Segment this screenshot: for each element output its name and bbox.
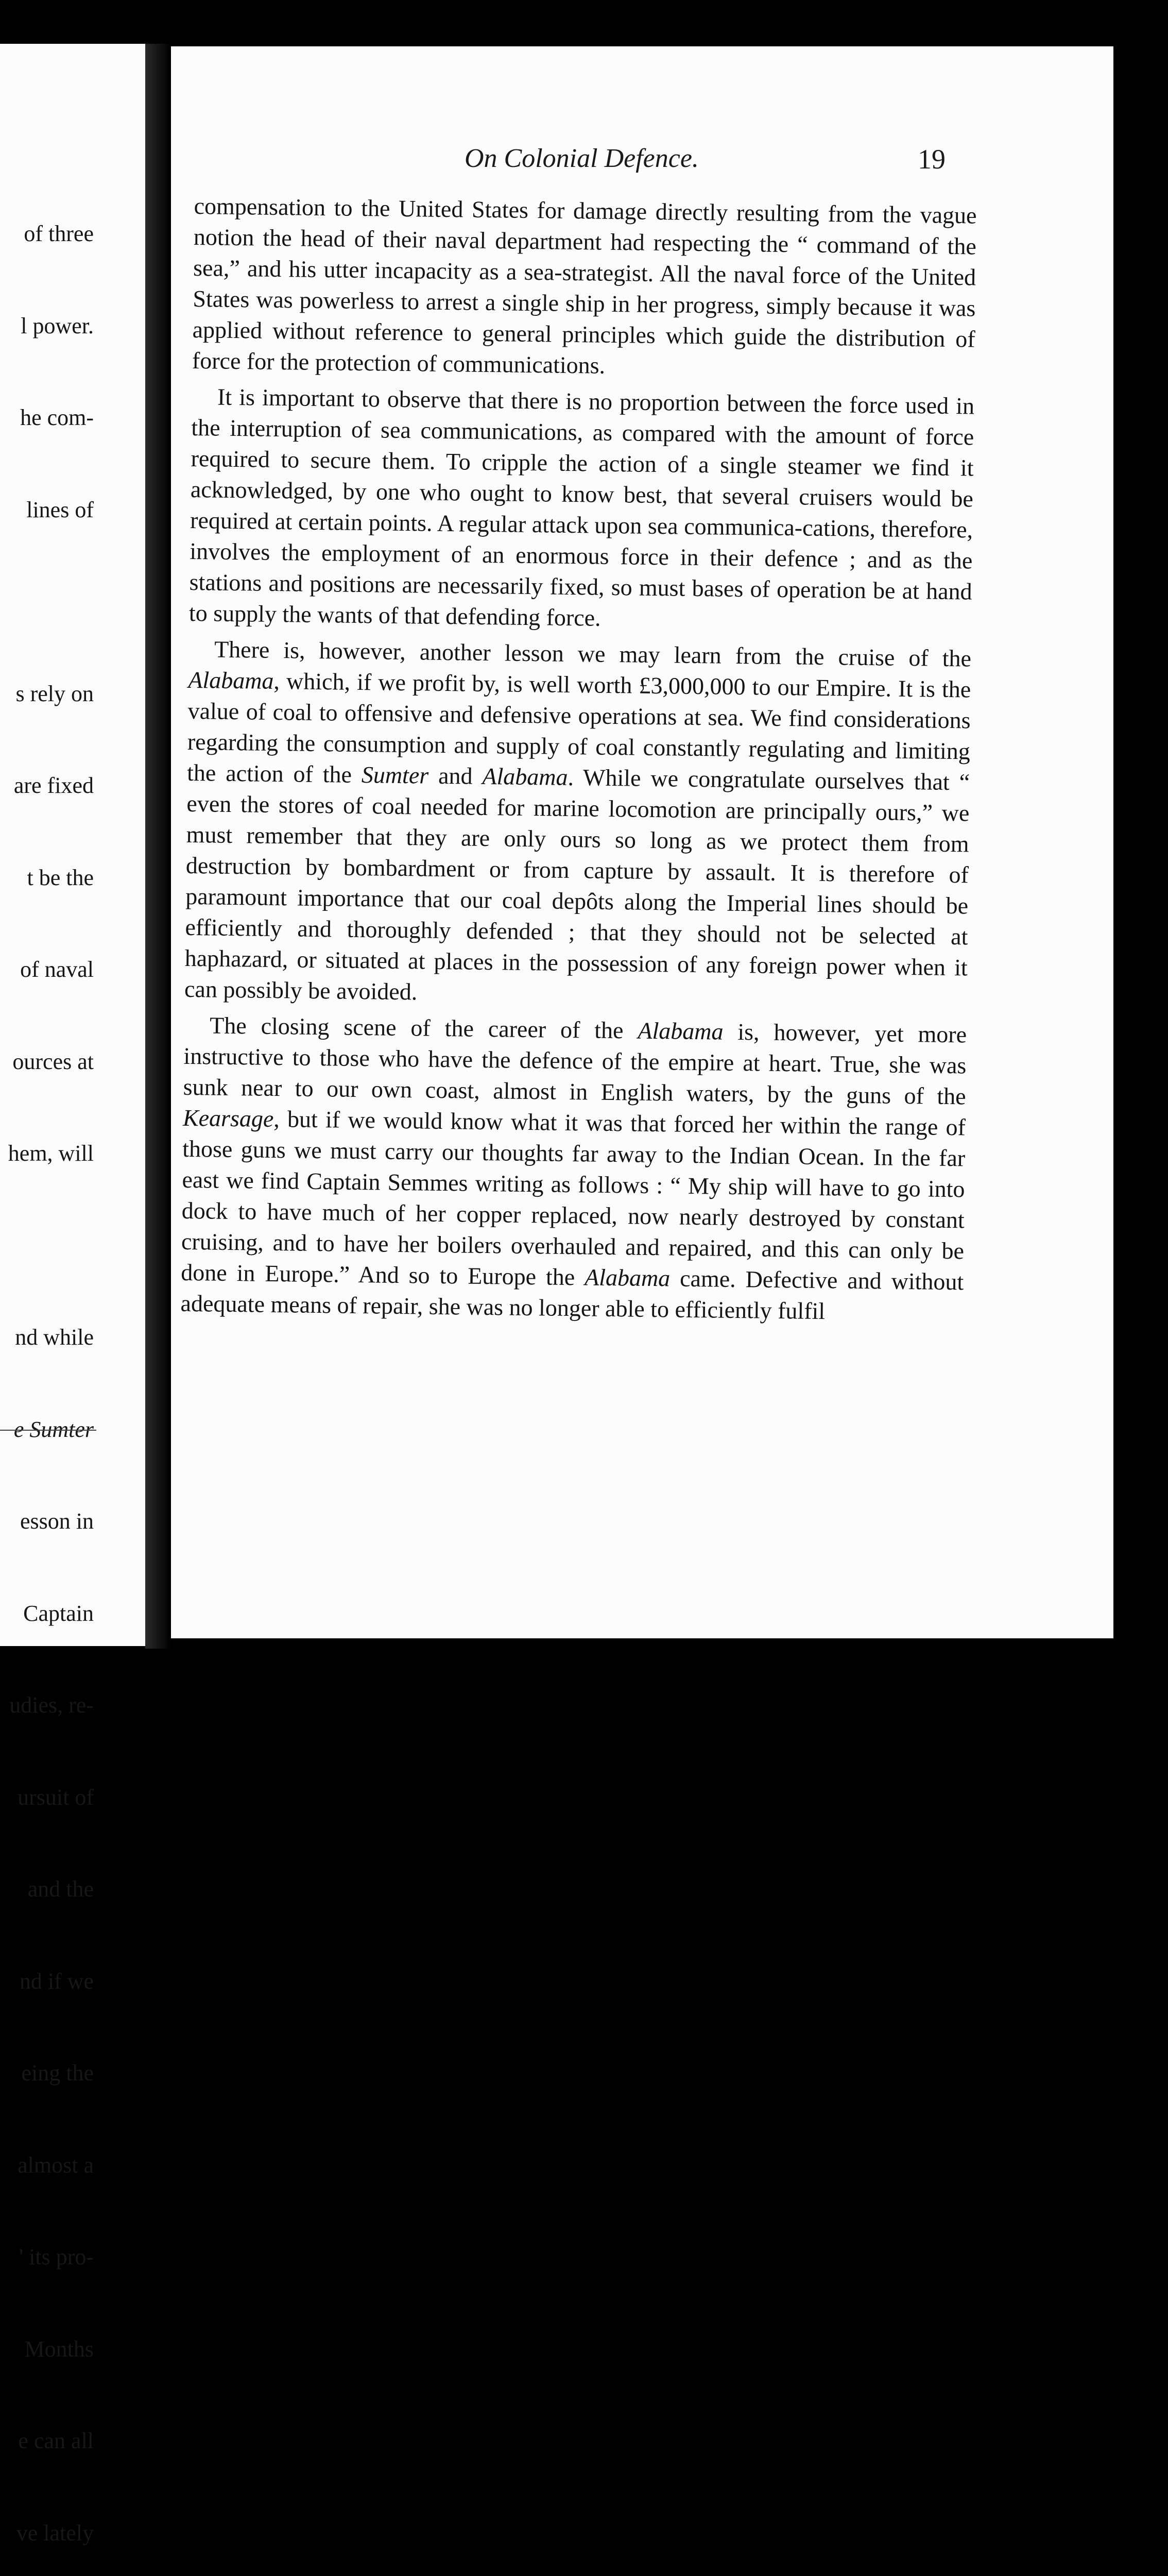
paragraph: The closing scene of the career of the Alabama is, however, yet more instructive to those who have the defence of the empire at heart. True, she was sunk near to our own coast, almost in English waters, by the guns of the Kearsage, but if we would know what it was that forced her within the range of those guns we must carry our thoughts far away to the Indian Ocean. In the far east we find Captain Semmes writing as follows : “ My ship will have to go into dock to have much of her copper replaced, now nearly destroyed by constant cruising, and to have her boilers overhauled and repaired, and this can only be done in Europe.” And so to Europe the Alabama came. Defective and without adequate means of repair, she was no longer able to efficiently fulfil: [180, 1012, 967, 1325]
left-line: almost a: [18, 2152, 94, 2178]
page-header: [171, 143, 1113, 184]
running-head: On Colonial Defence.: [465, 144, 699, 173]
left-page-text: [8, 157, 94, 2576]
left-line: ources at: [12, 1048, 94, 1074]
left-facing-page: [0, 44, 145, 2546]
left-line: e Sumter: [13, 1416, 94, 1442]
left-line: lines of: [26, 497, 94, 522]
paragraph: compensation to the United States for damage directly resulting from the vague notion the head of their naval department had respecting the “ command of the sea,” and his utter incapacity as a sea-strategist. All the naval force of the United States was powerless to arrest a single ship in her progress, simply because it was applied without reference to general principles which guide the distribution of force for the protection of communications.: [192, 192, 977, 379]
left-line: udies, re-: [9, 1692, 94, 1718]
left-line: esson in: [20, 1509, 94, 1534]
left-line: nd while: [15, 1325, 94, 1350]
left-line: are fixed: [13, 773, 94, 798]
right-page: [171, 46, 1113, 1638]
left-line: ' its pro-: [19, 2244, 94, 2269]
left-line: t be the: [27, 865, 94, 890]
left-line: eing the: [21, 2060, 94, 2086]
left-line: s rely on: [15, 681, 94, 706]
page-number: 19: [918, 144, 946, 175]
left-line: hem, will: [8, 1141, 94, 1166]
left-line: ve lately: [16, 2520, 94, 2546]
body-text: [180, 191, 977, 1333]
left-line: nd if we: [19, 1968, 94, 1994]
left-line: [8, 1230, 94, 1261]
left-line: ursuit of: [18, 1784, 94, 1810]
left-line: [8, 586, 94, 617]
left-line: and the: [27, 1876, 94, 1902]
paragraph: It is important to observe that there is no proportion between the force used in the interruption of sea communications, as compared with the amount of force required to secure them. To cripple the action of a single steamer we find it acknowledged, by one who ought to know best, that several cruisers would be required at certain points. A regular attack upon sea communica-cations, therefore, involves the employment of an enormous force in their defence ; and as the stations and positions are necessarily fixed, so must bases of operation be at hand to supply the wants of that defending force.: [188, 383, 975, 631]
book-gutter: [145, 44, 171, 1649]
left-line: e can all: [18, 2428, 94, 2453]
left-line: of naval: [20, 957, 94, 982]
left-line: l power.: [21, 313, 94, 338]
left-page-rule: [0, 1430, 96, 1431]
left-line: Months: [24, 2336, 94, 2362]
paragraph: There is, however, another lesson we may learn from the cruise of the Alabama, which, if we profit by, is well worth £3,000,000 to our Empire. It is the value of coal to offensive and defensive operations at sea. We find considerations regarding the consumption and supply of coal constantly regulating and limiting the action of the Sumter and Alabama. While we congratulate ourselves that “ even the stores of coal needed for marine locomotion are principally ours,” we must remember that they are only ours so long as we protect them from destruction by bombardment or from capture by assault. It is therefore of paramount importance that our coal depôts along the Imperial lines should be efficiently and thoroughly defended ; that they should not be selected at haphazard, or situated at places in the possession of any foreign power when it can possibly be avoided.: [184, 636, 972, 1005]
left-line: Captain: [23, 1600, 94, 1626]
left-line: of three: [24, 221, 94, 246]
left-line: he com-: [20, 405, 94, 430]
